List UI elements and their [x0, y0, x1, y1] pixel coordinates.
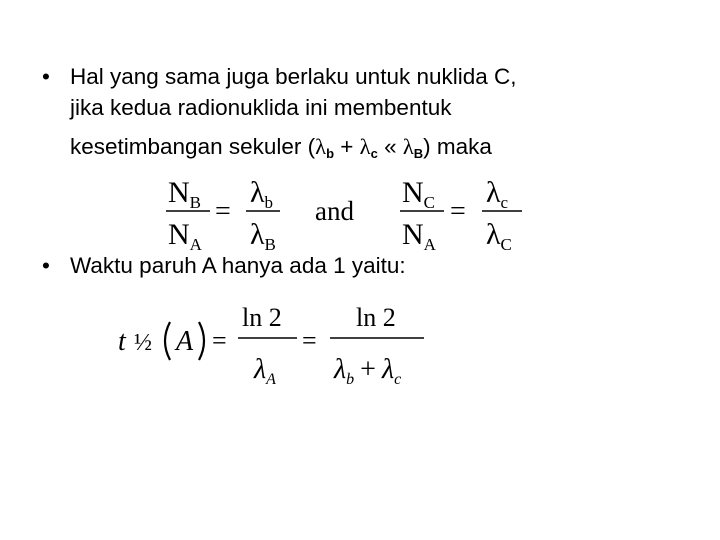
svg-text:λb: $\lambda_b$ [250, 176, 274, 212]
svg-text:=: = [450, 196, 466, 227]
svg-text:ln 2: ln 2 [356, 303, 396, 332]
bullet-text-line: Hal yang sama juga berlaku untuk nuklida C, [70, 64, 517, 89]
svg-text:and: and [315, 196, 354, 226]
svg-text:NA: $N_A$ [168, 218, 202, 254]
svg-text:½: ½ [134, 330, 152, 356]
equation-half-life [112, 292, 442, 396]
svg-text:=: = [212, 326, 227, 355]
svg-text:A: A [176, 326, 194, 357]
bullet-text-line: jika kedua radionuklida ini membentuk [70, 95, 452, 120]
bullet-text-line: Waktu paruh A hanya ada 1 yaitu: [70, 253, 406, 278]
svg-text:λB: $\lambda_B$ [250, 218, 276, 254]
svg-text:NA: $N_A$ [402, 218, 436, 254]
svg-text:NC: $N_C$ [402, 176, 436, 212]
svg-text:λc: $\lambda_c$ [486, 176, 509, 212]
bullet-dot: • [42, 64, 50, 89]
svg-text:ln 2: ln 2 [242, 303, 282, 332]
svg-text:λb+λc: $\lambda_b + \lambda_c$ [334, 354, 402, 388]
svg-text:=: = [215, 196, 231, 227]
svg-text:NB: $N_B$ [168, 176, 202, 212]
bullet-dot: • [42, 253, 50, 278]
equation-ratio-block [150, 168, 540, 258]
svg-text:λC: $\lambda_C$ [486, 218, 512, 254]
svg-text:λA: $\lambda_A$ [254, 354, 276, 388]
svg-text:t: t [118, 326, 126, 357]
svg-text:=: = [302, 326, 317, 355]
bullet-text-line: kesetimbangan sekuler ($\lambda_b + \lambda_c$ « $\lambda_B$) maka [70, 134, 492, 161]
